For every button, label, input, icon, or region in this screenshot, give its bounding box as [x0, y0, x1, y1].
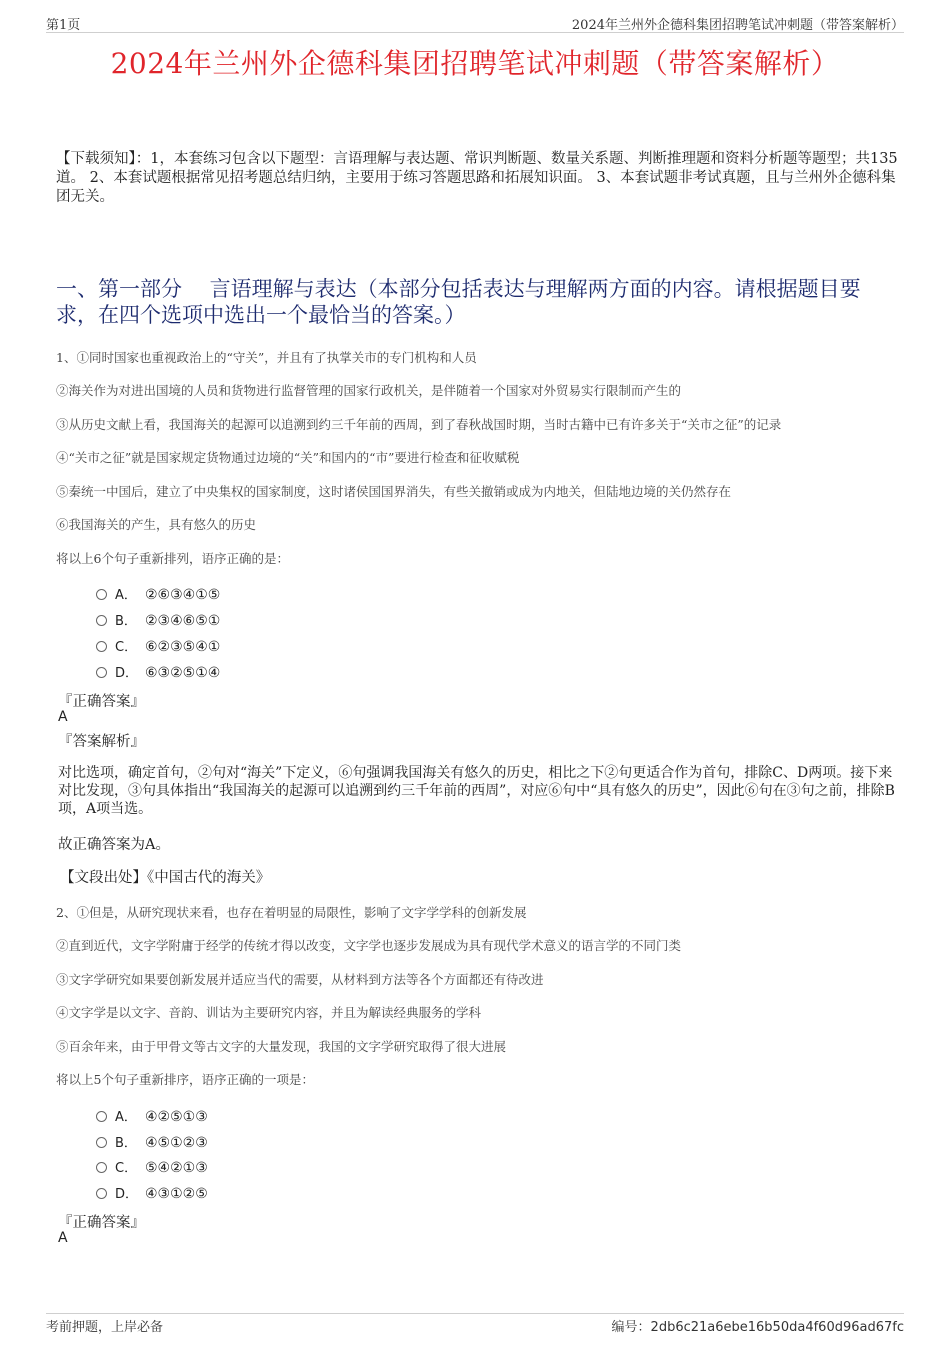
q1-prompt: 将以上6个句子重新排列，语序正确的是：	[56, 551, 289, 566]
q1-sentence-2: ②海关作为对进出国境的人员和货物进行监督管理的国家行政机关，是伴随着一个国家对外贸易实行限制而产生的	[56, 383, 682, 398]
q2-option-b[interactable]: B． ④⑤①②③	[96, 1132, 208, 1151]
q1-source: 【文段出处】《中国古代的海关》	[60, 870, 271, 886]
q1-option-a[interactable]: A． ②⑥③④①⑤	[96, 584, 220, 603]
radio-icon[interactable]	[96, 641, 107, 652]
q1-option-b[interactable]: B． ②③④⑥⑤①	[96, 610, 220, 629]
q1-sentence-5: ⑤秦统一中国后，建立了中央集权的国家制度，这时诸侯国国界消失，有些关撤销或成为内地关，但陆地边境的关仍然存在	[56, 484, 732, 499]
q2-answer: A	[58, 1230, 68, 1246]
q1-analysis: 对比选项，确定首句，②句对“海关”下定义，⑥句强调我国海关有悠久的历史，相比之下②句更适合作为首句，排除C、D两项。接下来对比发现，③句具体指出“我国海关的起源可以追溯到约三千年前的西周”，对应⑥句中“具有悠久的历史”，因此⑥句在③句之前，排除B项，A项当选。	[58, 765, 895, 817]
q1-analysis-label: 『答案解析』	[58, 734, 145, 750]
q2-prompt: 将以上5个句子重新排序，语序正确的一项是：	[56, 1072, 314, 1087]
page-footer	[46, 1313, 904, 1336]
q1-answer: A	[58, 709, 68, 725]
q1-option-d[interactable]: D． ⑥③②⑤①④	[96, 662, 220, 681]
q2-sentence-2: ②直到近代，文字学附庸于经学的传统才得以改变，文字学也逐步发展成为具有现代学术意义的语言学的不同门类	[56, 938, 682, 953]
page-title: 2024年兰州外企德科集团招聘笔试冲刺题（带答案解析）	[110, 47, 840, 80]
section-heading: 一、第一部分 言语理解与表达（本部分包括表达与理解两方面的内容。请根据题目要求，在四个选项中选出一个最恰当的答案。）	[56, 277, 861, 327]
q2-sentence-1: 2、①但是，从研究现状来看，也存在着明显的局限性，影响了文字学学科的创新发展	[56, 905, 527, 920]
q1-sentence-1: 1、①同时国家也重视政治上的“守关”，并且有了执掌关市的专门机构和人员	[56, 350, 477, 365]
q1-option-c[interactable]: C． ⑥②③⑤④①	[96, 636, 220, 655]
q1-sentence-6: ⑥我国海关的产生，具有悠久的历史	[56, 517, 257, 532]
radio-icon[interactable]	[96, 1188, 107, 1199]
radio-icon[interactable]	[96, 1162, 107, 1173]
page-number: 第1页	[46, 18, 81, 33]
radio-icon[interactable]	[96, 589, 107, 600]
q2-option-d[interactable]: D． ④③①②⑤	[96, 1183, 208, 1202]
q2-sentence-3: ③文字学研究如果要创新发展并适应当代的需要，从材料到方法等各个方面都还有待改进	[56, 972, 544, 987]
page-header	[46, 14, 904, 33]
q1-answer-label: 『正确答案』	[58, 694, 145, 710]
q2-sentence-5: ⑤百余年来，由于甲骨文等古文字的大量发现，我国的文字学研究取得了很大进展	[56, 1039, 507, 1054]
radio-icon[interactable]	[96, 667, 107, 678]
radio-icon[interactable]	[96, 615, 107, 626]
q1-sentence-4: ④“关市之征”就是国家规定货物通过边境的“关”和国内的“市”要进行检查和征收赋税	[56, 450, 520, 465]
footer-code: 编号：2db6c21a6ebe16b50da4f60d96ad67fc	[611, 1320, 904, 1335]
radio-icon[interactable]	[96, 1111, 107, 1122]
q1-conclusion: 故正确答案为A。	[58, 837, 170, 853]
q1-sentence-3: ③从历史文献上看，我国海关的起源可以追溯到约三千年前的西周，到了春秋战国时期，当时古籍中已有许多关于“关市之征”的记录	[56, 417, 782, 432]
q2-option-a[interactable]: A． ④②⑤①③	[96, 1106, 208, 1125]
download-notice: 【下载须知】：1，本套练习包含以下题型：言语理解与表达题、常识判断题、数量关系题、判断推理题和资料分析题等题型；共135道。 2、本套试题根据常见招考题总结归纳，主要用于练习答题思路和拓展知识面。 3、本套试题非考试真题，且与兰州外企德科集团无关。	[56, 151, 898, 205]
header-doc-title: 2024年兰州外企德科集团招聘笔试冲刺题（带答案解析）	[571, 18, 904, 33]
footer-slogan: 考前押题，上岸必备	[46, 1320, 164, 1335]
q2-option-c[interactable]: C． ⑤④②①③	[96, 1157, 208, 1176]
q2-sentence-4: ④文字学是以文字、音韵、训诂为主要研究内容，并且为解读经典服务的学科	[56, 1005, 482, 1020]
radio-icon[interactable]	[96, 1137, 107, 1148]
q2-answer-label: 『正确答案』	[58, 1215, 145, 1231]
